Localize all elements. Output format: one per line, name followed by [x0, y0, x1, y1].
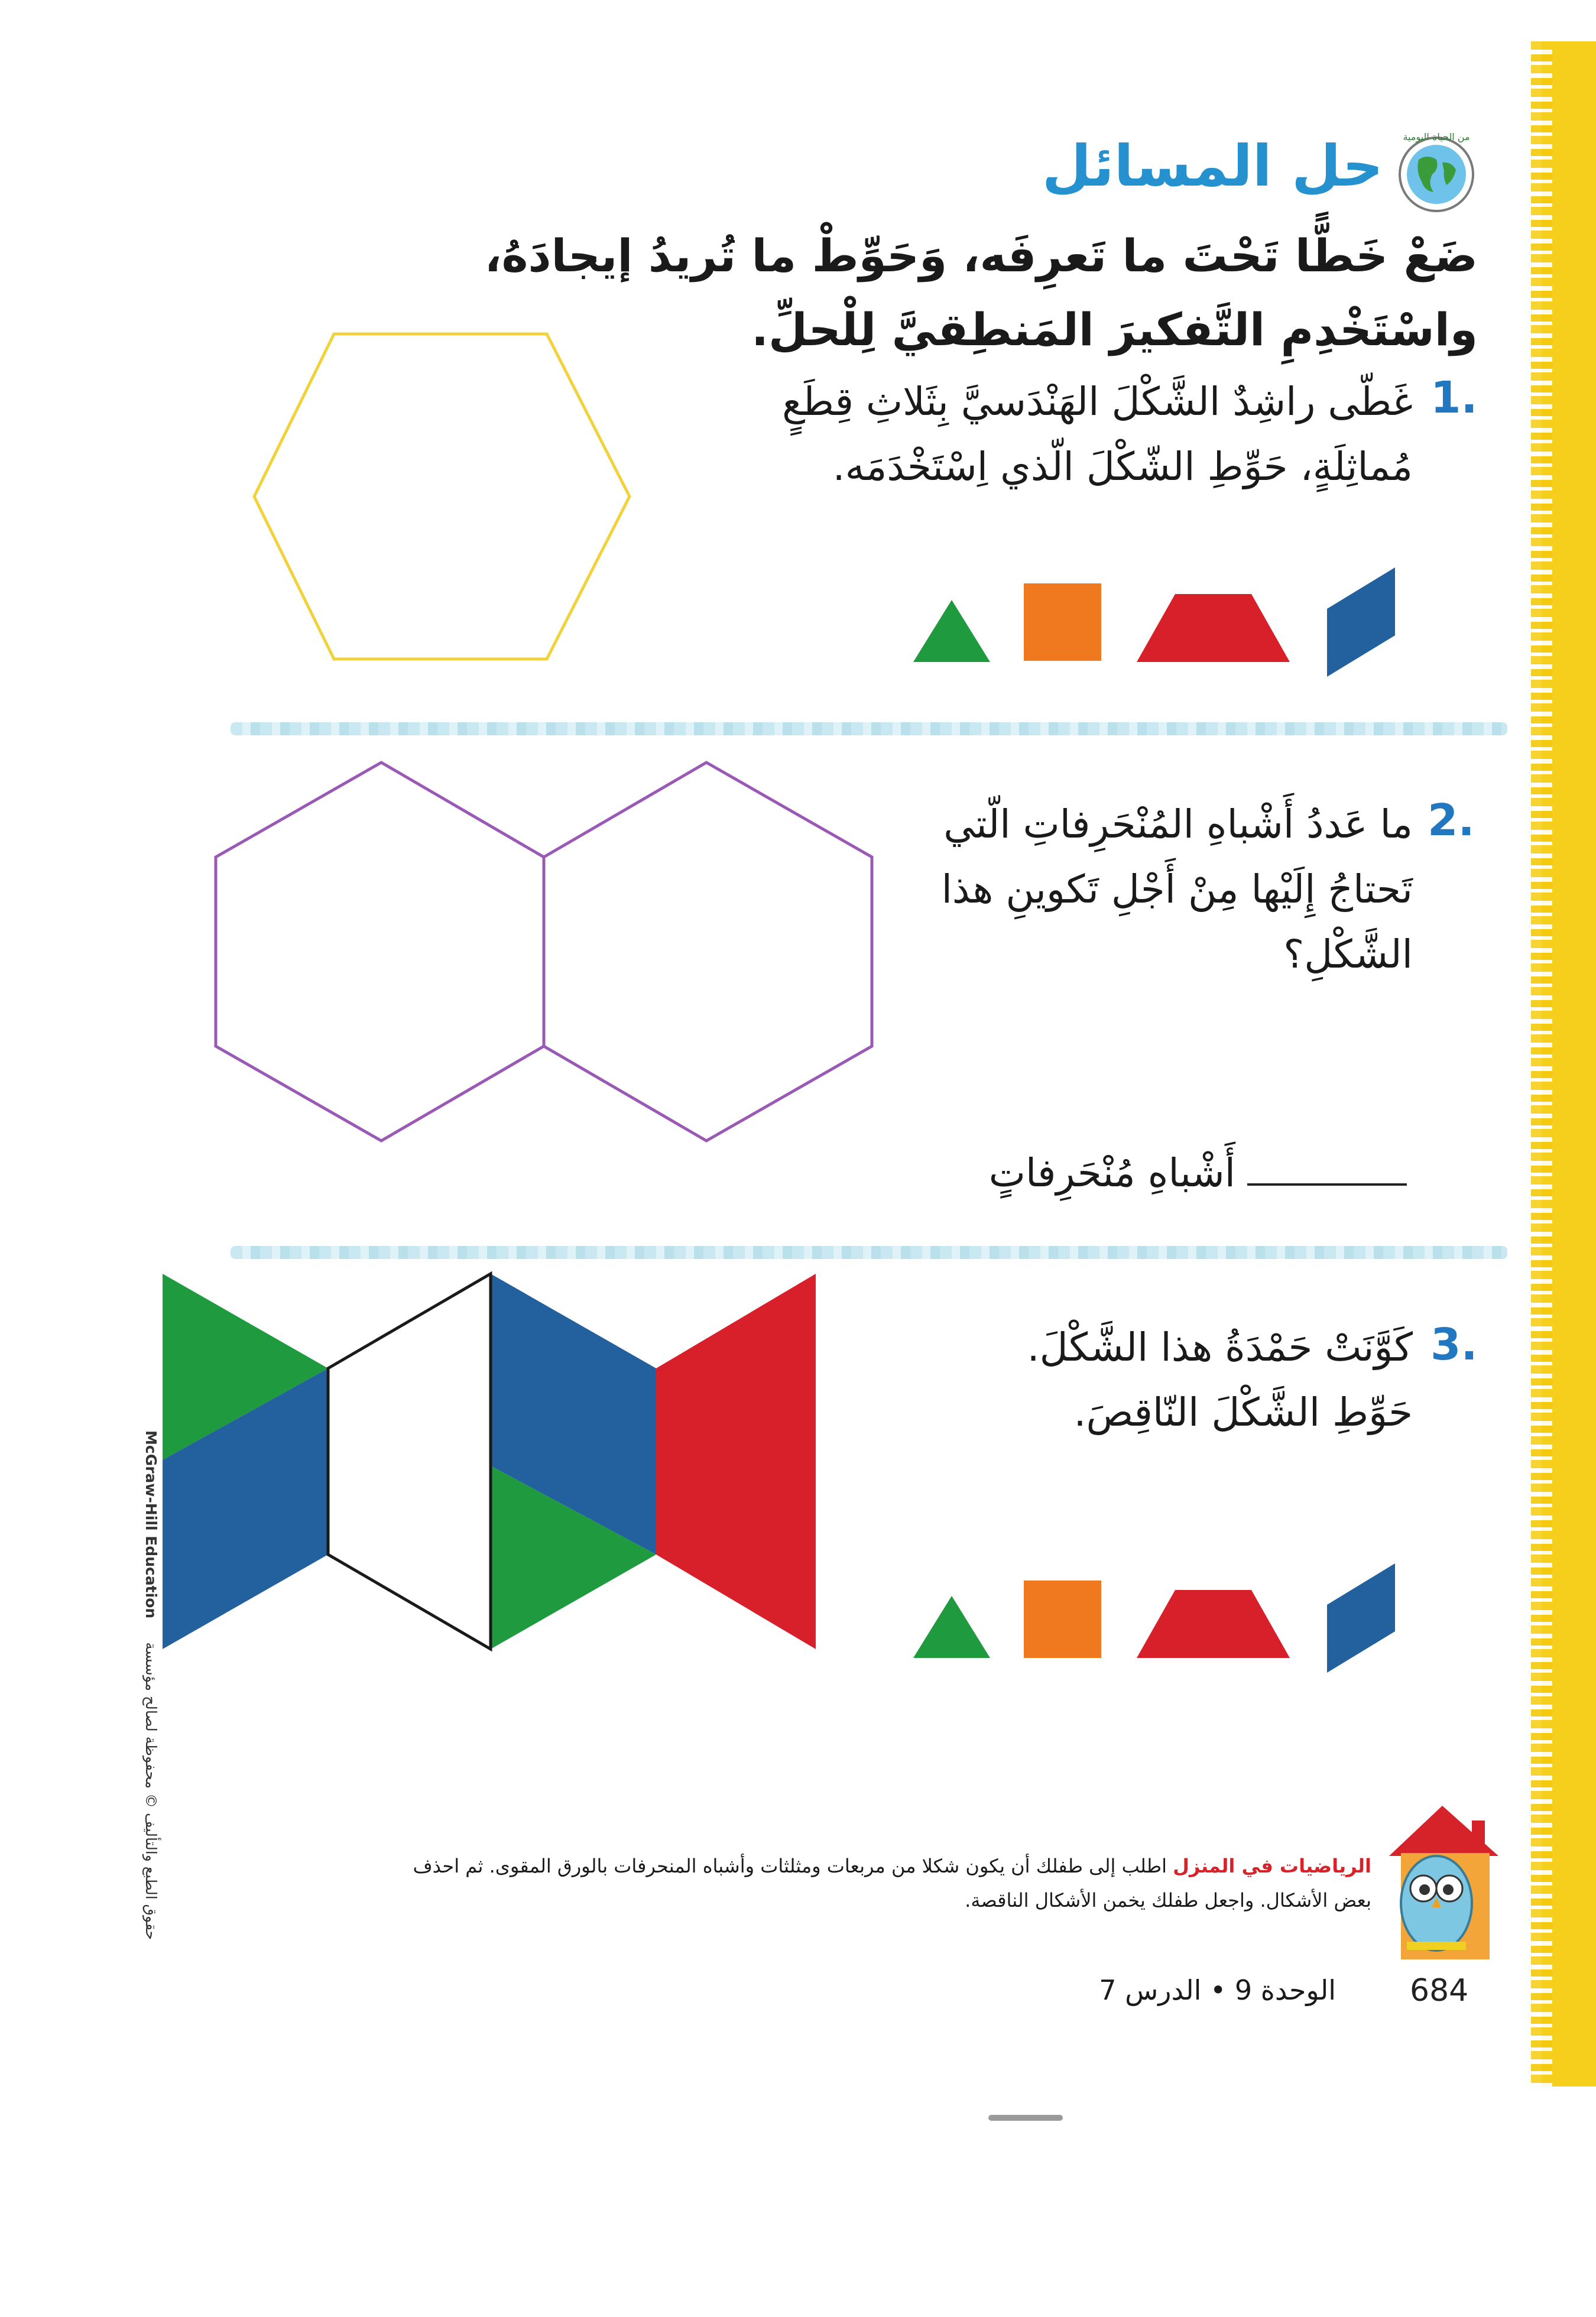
page-number: 684	[1410, 1973, 1469, 2008]
problem-3-number: 3.	[1430, 1319, 1478, 1370]
yellow-hexagon-outline	[248, 328, 638, 665]
owl-house-icon	[1377, 1800, 1507, 1971]
pattern-block-figure	[160, 1271, 825, 1655]
problem-1-text: غَطّى راشِدٌ الشَّكْلَ الهَنْدَسيَّ بِثَلاثِ قِطَعٍ مُماثِلَةٍ، حَوِّطِ الشّكْلَ الّذي اِسْتَخْدَمَه.	[782, 379, 1413, 489]
orange-square-choice[interactable]	[1023, 582, 1102, 662]
problem-1-number: 1.	[1430, 372, 1478, 423]
home-tip-title: الرياضيات في المنزل	[1173, 1855, 1371, 1877]
copyright-text: حقوق الطبع والتأليف © محفوظة لصالح مؤسسة	[142, 1642, 160, 1940]
instruction-text: ضَعْ خَطًّا تَحْتَ ما تَعرِفَه، وَحَوِّطْ ما تُريدُ إيجادَهُ، واسْتَخْدِمِ التَّفكيرَ المَنطِقيَّ لِلْحلِّ.	[484, 229, 1478, 356]
green-triangle-choice[interactable]	[910, 597, 993, 665]
problem-2-text: ما عَددُ أَشْباهِ المُنْحَرِفاتِ الّتي تَحتاجُ إِلَيْها مِنْ أَجْلِ تَكوينِ هذا الشَّكْلِ؟	[941, 801, 1413, 977]
answer-blank-line[interactable]	[1247, 1183, 1407, 1186]
home-tip	[378, 1849, 1371, 1917]
problem-3-text: كَوَّنَتْ حَمْدَةُ هذا الشَّكْلَ. حَوِّطِ الشَّكْلَ النّاقِصَ.	[1027, 1325, 1413, 1435]
red-trapezoid-choice[interactable]	[1135, 1587, 1292, 1661]
section-divider	[231, 722, 1507, 735]
purple-double-hexagon-outline	[213, 760, 878, 1147]
globe-badge-text: من الحياة اليومية	[1403, 131, 1470, 142]
globe-icon	[1392, 127, 1481, 216]
unit-lesson-label: الوحدة 9 • الدرس 7	[1099, 1974, 1336, 2006]
problem-2-number: 2.	[1428, 795, 1475, 846]
red-trapezoid-choice[interactable]	[1135, 591, 1292, 665]
section-divider	[231, 1246, 1507, 1259]
side-copyright	[136, 1430, 160, 2317]
home-tip-text: اطلب إلى طفلك أن يكون شكلا من مربعات ومثلثات وأشباه المنحرفات بالورق المقوى. ثم احذف بعض الأشكال. واجعل طفلك يخمن الأشكال الناقصة.	[413, 1855, 1371, 1912]
answer-unit-label: أَشْباهِ مُنْحَرِفاتٍ	[988, 1150, 1235, 1196]
section-title: حل المسائل	[1042, 133, 1383, 199]
green-triangle-choice[interactable]	[910, 1593, 993, 1661]
blue-rhombus-choice[interactable]	[1324, 1560, 1398, 1676]
orange-square-choice[interactable]	[1023, 1579, 1102, 1659]
publisher-name: McGraw-Hill Education	[142, 1430, 160, 1619]
figure-red-trapezoid-right	[656, 1274, 816, 1649]
blue-rhombus-choice[interactable]	[1324, 564, 1398, 680]
figure-missing-piece-outline	[328, 1274, 491, 1649]
home-indicator-bar[interactable]	[988, 2115, 1063, 2121]
yellow-crayon-strip	[1542, 41, 1596, 2086]
